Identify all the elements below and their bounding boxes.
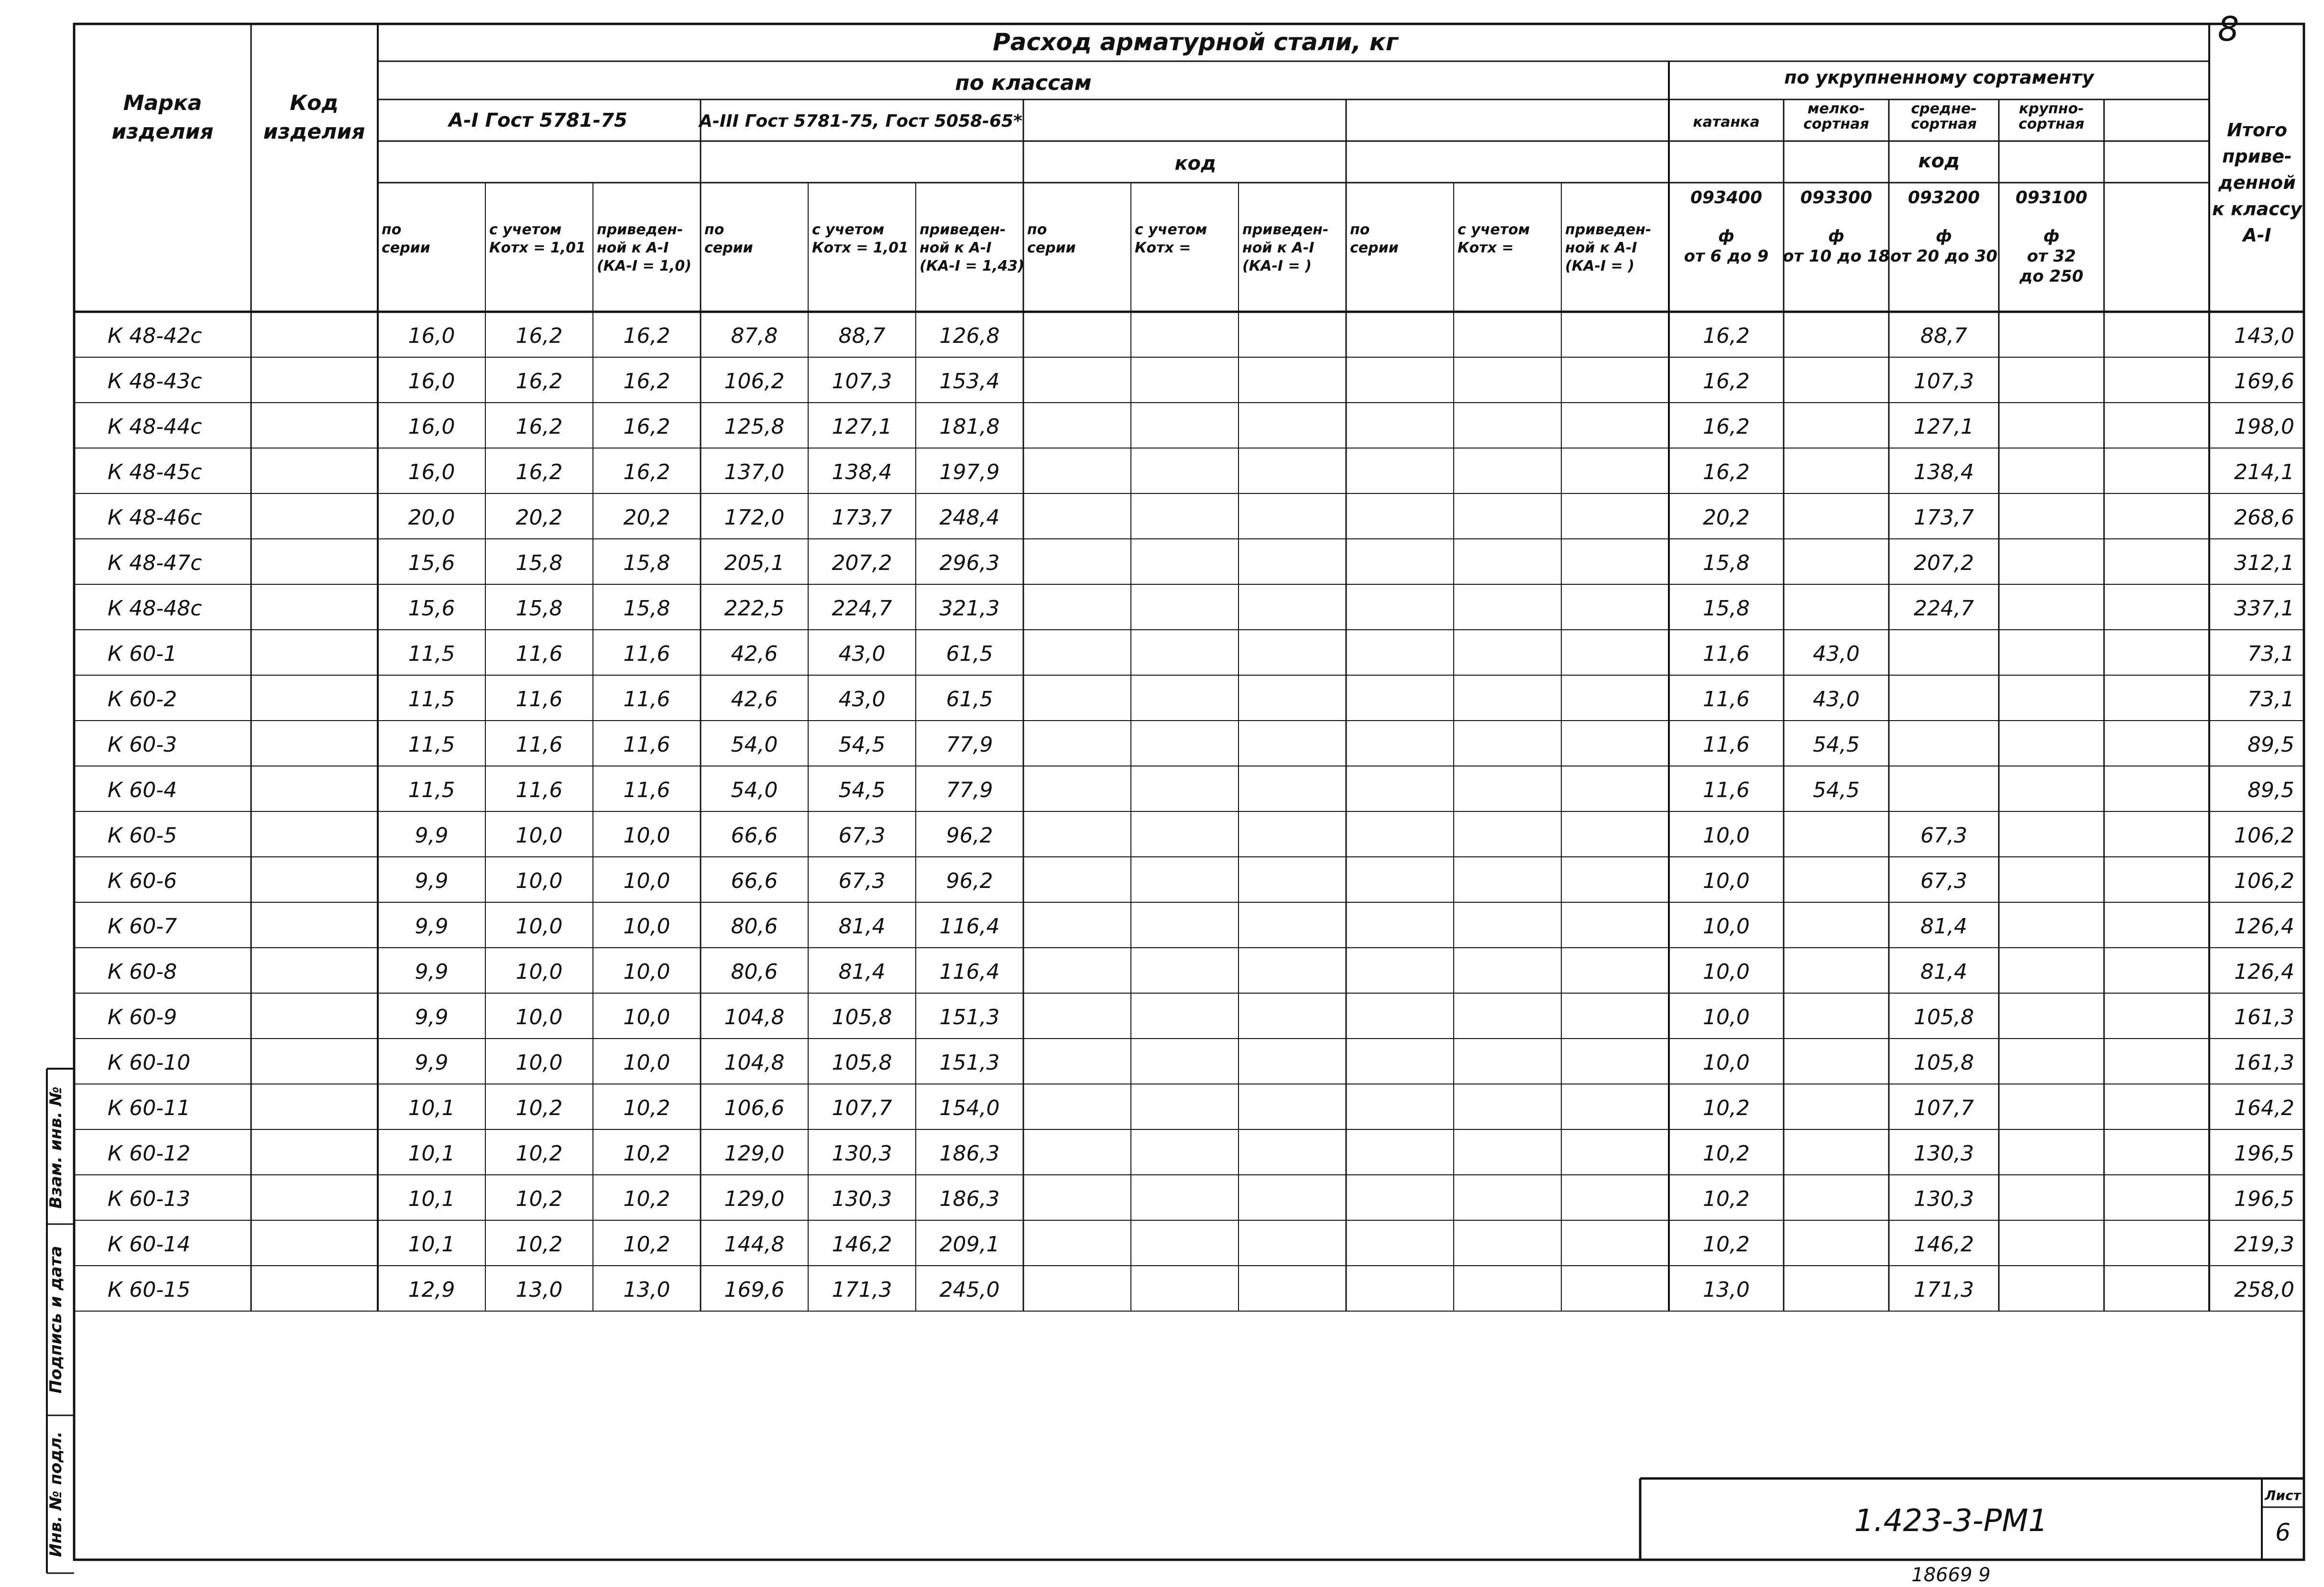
sortament-diameter: до 250 [2019, 267, 2083, 286]
row-mark: К 48-47с [108, 551, 202, 575]
cell-class2: 296,3 [939, 551, 1000, 575]
cell-class2: 66,6 [731, 869, 778, 893]
cell-sortament: 10,0 [1703, 1051, 1750, 1075]
cell-class2: 54,0 [731, 778, 778, 802]
cell-class2: 173,7 [832, 505, 892, 530]
row-mark: К 60-12 [108, 1141, 191, 1166]
cell-total: 73,1 [2247, 642, 2294, 666]
cell-class2: 129,0 [724, 1187, 785, 1211]
cell-class1: 11,6 [515, 733, 563, 757]
sortament-diameter: ф [1828, 227, 1844, 246]
cell-sortament: 10,0 [1703, 1005, 1750, 1029]
cell-sortament: 11,6 [1703, 687, 1750, 711]
cell-class2: 42,6 [731, 687, 778, 711]
cell-class2: 130,3 [832, 1187, 892, 1211]
cell-class1: 9,9 [415, 1051, 449, 1075]
sortament-code: 093100 [2015, 188, 2088, 208]
cell-sortament: 67,3 [1920, 823, 1967, 848]
cell-class1: 9,9 [415, 960, 449, 984]
cell-total: 196,5 [2234, 1141, 2294, 1166]
cell-sortament: 54,5 [1813, 733, 1860, 757]
class2-label: А-III Гост 5781-75, Гост 5058-65* [699, 111, 1022, 131]
cell-class2: 207,2 [832, 551, 892, 575]
cell-class2: 67,3 [838, 869, 886, 893]
row-mark: К 48-44с [108, 415, 202, 439]
cell-total: 126,4 [2234, 914, 2294, 939]
cell-class1: 16,2 [623, 460, 670, 484]
sortament-code-label: код [1918, 150, 1960, 172]
cell-sortament: 16,2 [1703, 460, 1750, 484]
cell-sortament: 10,2 [1703, 1232, 1750, 1257]
cell-class2: 222,5 [724, 596, 785, 621]
cell-class1: 10,0 [623, 1051, 670, 1075]
cell-total: 169,6 [2234, 369, 2294, 394]
cell-class2: 129,0 [724, 1141, 785, 1166]
sub-column-header: с учетом [1458, 221, 1530, 238]
sub-column-header: (КА-I = ) [1242, 258, 1312, 274]
cell-sortament: 88,7 [1920, 324, 1967, 348]
cell-class2: 43,0 [838, 687, 886, 711]
row-mark: К 60-10 [108, 1051, 191, 1075]
cell-class2: 321,3 [939, 596, 1000, 621]
cell-total: 73,1 [2247, 687, 2294, 711]
row-mark: К 48-43с [108, 369, 202, 394]
cell-sortament: 207,2 [1914, 551, 1974, 575]
cell-class1: 11,6 [515, 778, 563, 802]
cell-class1: 10,0 [623, 823, 670, 848]
cell-sortament: 10,0 [1703, 914, 1750, 939]
cell-class1: 10,1 [408, 1141, 455, 1166]
stamp-signature-date: Подпись и дата [46, 1246, 66, 1394]
cell-class1: 20,0 [408, 505, 455, 530]
sub-column-header: приведен- [1565, 221, 1652, 238]
cell-total: 164,2 [2234, 1096, 2294, 1120]
row-mark: К 60-8 [108, 960, 177, 984]
row-mark: К 60-15 [108, 1278, 191, 1302]
cell-total: 268,6 [2234, 505, 2294, 530]
sub-column-header: ной к А-I [1565, 240, 1637, 256]
total-header: денной [2218, 172, 2296, 193]
cell-class1: 11,5 [408, 733, 455, 757]
cell-class1: 10,0 [623, 914, 670, 939]
total-header: А-I [2243, 225, 2271, 246]
cell-class1: 15,8 [623, 596, 670, 621]
cell-class2: 116,4 [939, 960, 1000, 984]
cell-class1: 9,9 [415, 914, 449, 939]
cell-sortament: 67,3 [1920, 869, 1967, 893]
cell-sortament: 15,8 [1703, 551, 1750, 575]
cell-class1: 10,2 [515, 1187, 563, 1211]
sortament-name: катанка [1693, 114, 1760, 131]
cell-total: 198,0 [2234, 415, 2294, 439]
total-header: Итого [2227, 120, 2287, 141]
cell-sortament: 16,2 [1703, 369, 1750, 394]
cell-class2: 106,2 [724, 369, 785, 394]
cell-class1: 11,6 [515, 687, 563, 711]
cell-sortament: 173,7 [1914, 505, 1974, 530]
sortament-diameter: ф [1936, 227, 1952, 246]
sub-column-header: по [382, 221, 402, 238]
cell-sortament: 127,1 [1914, 415, 1974, 439]
cell-class1: 10,0 [515, 1005, 563, 1029]
cell-sortament: 138,4 [1914, 460, 1974, 484]
cell-class2: 81,4 [838, 914, 886, 939]
sub-column-header: с учетом [812, 221, 885, 238]
cell-class1: 16,2 [623, 324, 670, 348]
cell-class2: 104,8 [724, 1005, 785, 1029]
cell-sortament: 10,2 [1703, 1096, 1750, 1120]
cell-class1: 10,2 [515, 1141, 563, 1166]
sub-column-header: по [1027, 221, 1047, 238]
cell-class2: 61,5 [946, 687, 993, 711]
cell-class2: 105,8 [832, 1005, 892, 1029]
cell-class1: 16,2 [515, 369, 563, 394]
cell-sortament: 20,2 [1703, 505, 1750, 530]
row-mark: К 60-4 [108, 778, 177, 802]
cell-sortament: 43,0 [1813, 687, 1860, 711]
sub-column-header: серии [382, 240, 430, 256]
sheet-number: 6 [2275, 1519, 2291, 1546]
cell-class1: 10,0 [515, 960, 563, 984]
cell-class1: 10,1 [408, 1096, 455, 1120]
cell-sortament: 81,4 [1920, 960, 1967, 984]
sub-column-header: приведен- [1242, 221, 1329, 238]
cell-class2: 116,4 [939, 914, 1000, 939]
row-mark: К 60-5 [108, 823, 177, 848]
cell-class1: 13,0 [515, 1278, 563, 1302]
sub-column-header: серии [1027, 240, 1076, 256]
cell-class1: 10,2 [623, 1141, 670, 1166]
sub-column-header: Котх = [1135, 240, 1191, 256]
cell-total: 161,3 [2234, 1051, 2294, 1075]
cell-class2: 107,7 [832, 1096, 892, 1120]
total-header: к классу [2212, 198, 2302, 219]
class1-label: А-I Гост 5781-75 [449, 109, 627, 131]
cell-class1: 9,9 [415, 1005, 449, 1029]
sub-column-header: ной к А-I [920, 240, 992, 256]
row-mark: К 60-13 [108, 1187, 191, 1211]
cell-class2: 54,5 [838, 778, 886, 802]
cell-class1: 10,0 [515, 823, 563, 848]
cell-class1: 15,6 [408, 596, 455, 621]
cell-sortament: 107,7 [1914, 1096, 1974, 1120]
cell-total: 214,1 [2234, 460, 2294, 484]
cell-class1: 15,6 [408, 551, 455, 575]
row-mark: К 60-2 [108, 687, 177, 711]
cell-sortament: 224,7 [1914, 596, 1974, 621]
cell-class2: 245,0 [939, 1278, 1000, 1302]
cell-class1: 11,6 [515, 642, 563, 666]
cell-class1: 12,9 [408, 1278, 455, 1302]
cell-sortament: 171,3 [1914, 1278, 1974, 1302]
cell-sortament: 10,2 [1703, 1141, 1750, 1166]
cell-sortament: 10,0 [1703, 823, 1750, 848]
cell-sortament: 15,8 [1703, 596, 1750, 621]
row-mark: К 60-7 [108, 914, 177, 939]
cell-sortament: 16,2 [1703, 324, 1750, 348]
cell-class2: 130,3 [832, 1141, 892, 1166]
mark-header: Марка [123, 91, 202, 115]
cell-sortament: 13,0 [1703, 1278, 1750, 1302]
cell-class2: 186,3 [939, 1141, 1000, 1166]
cell-class1: 10,1 [408, 1187, 455, 1211]
cell-class2: 77,9 [946, 778, 993, 802]
corner-page-number: 8 [2217, 10, 2239, 49]
cell-class1: 10,0 [515, 869, 563, 893]
sortament-name: сортная [2018, 116, 2084, 132]
cell-class2: 224,7 [832, 596, 892, 621]
cell-sortament: 107,3 [1914, 369, 1974, 394]
by-sortament-label: по укрупненному сортаменту [1784, 67, 2094, 88]
cell-total: 337,1 [2234, 596, 2294, 621]
cell-total: 89,5 [2247, 778, 2294, 802]
cell-class1: 16,0 [408, 324, 455, 348]
cell-class2: 146,2 [832, 1232, 892, 1257]
cell-class2: 144,8 [724, 1232, 785, 1257]
cell-class2: 205,1 [724, 551, 785, 575]
cell-class1: 10,2 [623, 1096, 670, 1120]
cell-class2: 181,8 [939, 415, 1000, 439]
cell-sortament: 130,3 [1914, 1141, 1974, 1166]
sortament-name: мелко- [1807, 100, 1865, 117]
cell-class1: 10,2 [623, 1187, 670, 1211]
sortament-code: 093200 [1907, 188, 1980, 208]
consumption-title: Расход арматурной стали, кг [993, 28, 1398, 56]
cell-class2: 107,3 [832, 369, 892, 394]
cell-class1: 10,1 [408, 1232, 455, 1257]
cell-total: 89,5 [2247, 733, 2294, 757]
cell-class2: 137,0 [724, 460, 785, 484]
footer-number: 18669 9 [1911, 1564, 1991, 1585]
cell-sortament: 54,5 [1813, 778, 1860, 802]
cell-class2: 172,0 [724, 505, 785, 530]
cell-sortament: 10,0 [1703, 869, 1750, 893]
cell-class2: 153,4 [939, 369, 1000, 394]
sortament-code: 093400 [1690, 188, 1763, 208]
cell-class2: 77,9 [946, 733, 993, 757]
cell-class1: 16,2 [623, 369, 670, 394]
cell-class2: 96,2 [946, 869, 993, 893]
row-mark: К 60-3 [108, 733, 177, 757]
cell-class1: 20,2 [623, 505, 670, 530]
sortament-diameter: от 10 до 18 [1782, 247, 1890, 266]
cell-class2: 42,6 [731, 642, 778, 666]
cell-class2: 248,4 [939, 505, 1000, 530]
cell-total: 312,1 [2234, 551, 2294, 575]
cell-class2: 87,8 [731, 324, 778, 348]
cell-sortament: 105,8 [1914, 1051, 1974, 1075]
row-mark: К 60-14 [108, 1232, 191, 1257]
cell-total: 161,3 [2234, 1005, 2294, 1029]
cell-class2: 105,8 [832, 1051, 892, 1075]
cell-class1: 15,8 [515, 551, 563, 575]
row-mark: К 60-6 [108, 869, 177, 893]
cell-class2: 154,0 [939, 1096, 1000, 1120]
sub-column-header: с учетом [1135, 221, 1207, 238]
cell-class2: 197,9 [939, 460, 1000, 484]
cell-class1: 13,0 [623, 1278, 670, 1302]
sortament-name: сортная [1803, 116, 1869, 132]
sortament-diameter: ф [1718, 227, 1734, 246]
cell-class2: 54,0 [731, 733, 778, 757]
cell-class2: 126,8 [939, 324, 1000, 348]
cell-class1: 15,8 [623, 551, 670, 575]
sortament-diameter: от 20 до 30 [1890, 247, 1998, 266]
sortament-diameter: от 32 [2027, 247, 2076, 266]
row-mark: К 48-46с [108, 505, 202, 530]
stamp-inv-number: Инв. № подл. [46, 1431, 66, 1557]
cell-class2: 88,7 [838, 324, 886, 348]
cell-class2: 66,6 [731, 823, 778, 848]
cell-class2: 104,8 [724, 1051, 785, 1075]
sub-column-header: по [704, 221, 724, 238]
sheet-label: Лист [2265, 1488, 2301, 1503]
cell-class1: 16,0 [408, 369, 455, 394]
cell-class2: 81,4 [838, 960, 886, 984]
cell-class1: 10,2 [623, 1232, 670, 1257]
cell-total: 258,0 [2234, 1278, 2294, 1302]
cell-sortament: 146,2 [1914, 1232, 1974, 1257]
cell-class2: 96,2 [946, 823, 993, 848]
cell-class2: 138,4 [832, 460, 892, 484]
cell-class1: 11,6 [623, 733, 670, 757]
row-mark: К 60-11 [108, 1096, 191, 1120]
sub-column-header: Котх = 1,01 [812, 240, 909, 256]
cell-class1: 10,2 [515, 1232, 563, 1257]
sub-column-header: ной к А-I [597, 240, 669, 256]
cell-class2: 151,3 [939, 1005, 1000, 1029]
cell-class1: 16,2 [515, 324, 563, 348]
sub-column-header: Котх = [1458, 240, 1514, 256]
cell-class1: 16,0 [408, 460, 455, 484]
sub-column-header: приведен- [597, 221, 683, 238]
sortament-code: 093300 [1800, 188, 1873, 208]
cell-total: 143,0 [2234, 324, 2294, 348]
cell-total: 219,3 [2234, 1232, 2294, 1257]
cell-class1: 11,6 [623, 778, 670, 802]
code-header: Код [290, 91, 339, 115]
stamp-replace-inv: Взам. инв. № [46, 1086, 66, 1209]
code-header: изделия [263, 120, 365, 144]
cell-class1: 9,9 [415, 869, 449, 893]
cell-sortament: 10,2 [1703, 1187, 1750, 1211]
cell-class1: 11,5 [408, 642, 455, 666]
cell-class1: 11,6 [623, 642, 670, 666]
cell-sortament: 130,3 [1914, 1187, 1974, 1211]
cell-class1: 10,0 [623, 869, 670, 893]
cell-class1: 20,2 [515, 505, 563, 530]
cell-class2: 151,3 [939, 1051, 1000, 1075]
cell-class1: 16,2 [515, 460, 563, 484]
cell-class2: 127,1 [832, 415, 892, 439]
cell-sortament: 10,0 [1703, 960, 1750, 984]
cell-class1: 9,9 [415, 823, 449, 848]
cell-class2: 169,6 [724, 1278, 785, 1302]
sub-column-header: серии [1350, 240, 1399, 256]
cell-total: 126,4 [2234, 960, 2294, 984]
cell-class1: 10,0 [515, 914, 563, 939]
cell-class2: 80,6 [731, 914, 778, 939]
sortament-diameter: ф [2043, 227, 2060, 246]
cell-class1: 10,0 [515, 1051, 563, 1075]
cell-class1: 15,8 [515, 596, 563, 621]
sub-column-header: по [1350, 221, 1370, 238]
cell-class1: 10,0 [623, 960, 670, 984]
cell-sortament: 11,6 [1703, 642, 1750, 666]
cell-total: 106,2 [2234, 869, 2294, 893]
cell-sortament: 16,2 [1703, 415, 1750, 439]
cell-sortament: 11,6 [1703, 733, 1750, 757]
cell-class1: 16,2 [623, 415, 670, 439]
total-header: приве- [2222, 146, 2292, 167]
cell-class2: 80,6 [731, 960, 778, 984]
row-mark: К 60-9 [108, 1005, 177, 1029]
cell-class1: 16,2 [515, 415, 563, 439]
cell-class1: 16,0 [408, 415, 455, 439]
cell-class2: 67,3 [838, 823, 886, 848]
cell-class1: 10,2 [515, 1096, 563, 1120]
cell-class2: 106,6 [724, 1096, 785, 1120]
code-row-label: код [1174, 153, 1217, 175]
cell-class1: 10,0 [623, 1005, 670, 1029]
designation-text: 1.423-3-РМ1 [1854, 1503, 2048, 1539]
cell-class2: 43,0 [838, 642, 886, 666]
cell-sortament: 105,8 [1914, 1005, 1974, 1029]
cell-class1: 11,5 [408, 687, 455, 711]
sortament-diameter: от 6 до 9 [1684, 247, 1769, 266]
sub-column-header: Котх = 1,01 [489, 240, 586, 256]
cell-class1: 11,6 [623, 687, 670, 711]
sub-column-header: (КА-I = 1,0) [597, 258, 691, 274]
cell-class2: 171,3 [832, 1278, 892, 1302]
sub-column-header: серии [704, 240, 753, 256]
sub-column-header: приведен- [920, 221, 1006, 238]
cell-class1: 11,5 [408, 778, 455, 802]
sortament-name: крупно- [2019, 100, 2084, 117]
cell-sortament: 81,4 [1920, 914, 1967, 939]
cell-class2: 209,1 [939, 1232, 1000, 1257]
cell-total: 106,2 [2234, 823, 2294, 848]
row-mark: К 60-1 [108, 642, 177, 666]
sub-column-header: ной к А-I [1242, 240, 1315, 256]
sortament-name: средне- [1911, 100, 1977, 117]
cell-sortament: 11,6 [1703, 778, 1750, 802]
cell-sortament: 43,0 [1813, 642, 1860, 666]
cell-total: 196,5 [2234, 1187, 2294, 1211]
mark-header: изделия [111, 120, 214, 144]
cell-class2: 61,5 [946, 642, 993, 666]
sub-column-header: (КА-I = 1,43) [920, 258, 1024, 274]
sortament-name: сортная [1911, 116, 1977, 132]
sub-column-header: (КА-I = ) [1565, 258, 1634, 274]
row-mark: К 48-48с [108, 596, 202, 621]
cell-class2: 186,3 [939, 1187, 1000, 1211]
row-mark: К 48-45с [108, 460, 202, 484]
by-classes-label: по классам [955, 71, 1092, 95]
sub-column-header: с учетом [489, 221, 562, 238]
cell-class2: 54,5 [838, 733, 886, 757]
cell-class2: 125,8 [724, 415, 785, 439]
row-mark: К 48-42с [108, 324, 202, 348]
